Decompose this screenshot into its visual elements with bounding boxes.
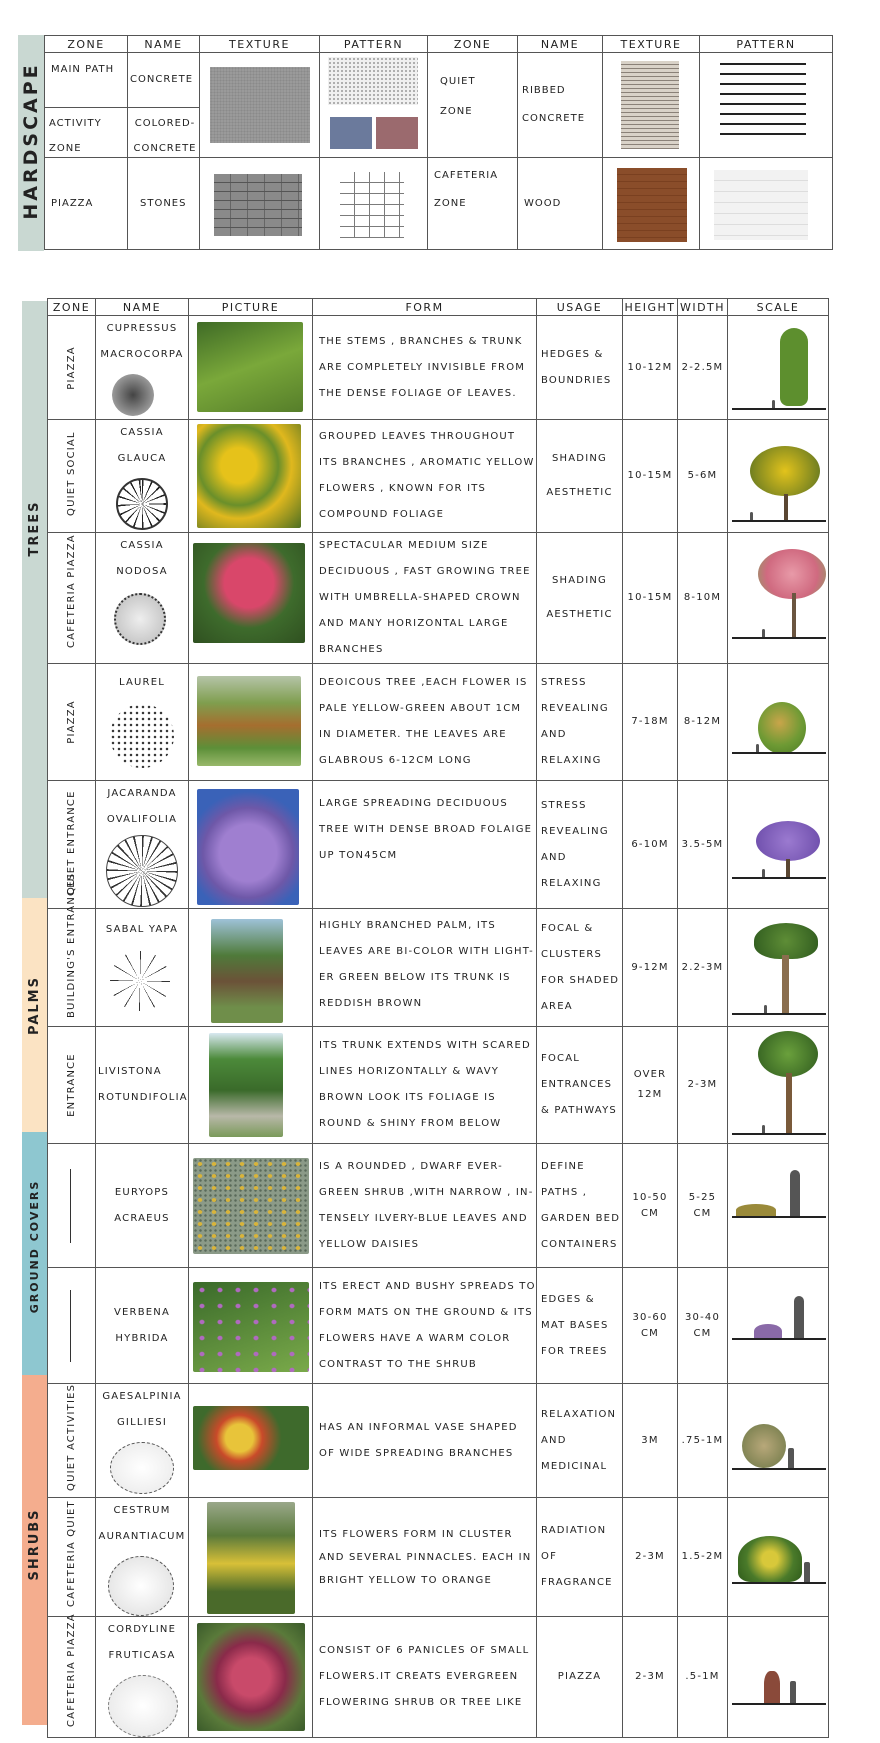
stone-pattern-swatch — [340, 172, 404, 238]
usage-text: STRESS REVEALING AND RELAXING — [537, 664, 623, 781]
category-label-palms: PALMS — [27, 976, 42, 1035]
plant-photo — [197, 789, 299, 905]
human-figure-icon — [790, 1681, 796, 1703]
category-label-ground: GROUND COVERS — [28, 1179, 41, 1314]
plan-symbol-icon — [114, 593, 166, 645]
plant-header-row — [48, 299, 829, 316]
zone2-cell — [428, 158, 518, 250]
ground-line — [732, 1133, 826, 1135]
zone-activity: ACTIVITY ZONE — [49, 118, 102, 154]
scale-cell — [728, 533, 829, 664]
usage-text: EDGES & MAT BASES FOR TREES — [537, 1268, 623, 1384]
form-text: HAS AN INFORMAL VASE SHAPED OF WIDE SPREADING BRANCHES — [313, 1384, 537, 1498]
shrub-silhouette-icon — [738, 1536, 802, 1582]
shrub-silhouette-icon — [742, 1424, 786, 1468]
zone-piazza: PIAZZA — [45, 158, 128, 250]
plant-photo — [197, 676, 301, 766]
plant-name: CASSIA GLAUCA — [117, 427, 167, 464]
plant-name: CASSIA NODOSA — [116, 540, 168, 577]
scale-cell — [728, 781, 829, 909]
name-cell — [96, 533, 189, 664]
colored-concrete-red-swatch — [376, 117, 418, 149]
plant-photo — [211, 919, 283, 1023]
ground-line — [732, 1216, 826, 1218]
usage-text: DEFINE PATHS , GARDEN BED CONTAINERS — [537, 1144, 623, 1268]
ground-line — [732, 408, 826, 410]
width-text: 2.2-3M — [678, 909, 728, 1027]
plant-col-form: FORM — [313, 299, 537, 316]
texture-cell — [200, 158, 320, 250]
name-cell — [96, 781, 189, 909]
zone-cell — [48, 420, 96, 533]
palm-crown-icon — [754, 923, 818, 959]
hardscape-row — [45, 158, 833, 250]
scale-cell — [728, 1498, 829, 1617]
form-text: LARGE SPREADING DECIDUOUS TREE WITH DENSE BROAD FOLAIGE UP TON45CM — [313, 781, 537, 909]
usage-text: SHADING AESTHETIC — [537, 420, 623, 533]
plant-photo — [197, 322, 303, 412]
plant-row — [48, 533, 829, 664]
human-figure-icon — [762, 869, 765, 877]
zone-text: PIAZZA — [65, 345, 77, 390]
zone-text: CAFETERIA PIAZZA — [65, 1613, 77, 1727]
zone-text: QUIET ACTIVITIES — [65, 1383, 77, 1491]
form-text: CONSIST OF 6 PANICLES OF SMALL FLOWERS.IT CREATS EVERGREEN FLOWERING SHRUB OR TREE LIKE — [313, 1617, 537, 1738]
picture-cell — [189, 664, 313, 781]
plant-photo — [197, 1623, 305, 1731]
pattern-cell — [320, 158, 428, 250]
name-cell — [96, 316, 189, 420]
ribbed-texture-swatch — [621, 61, 679, 149]
col-zone-header: ZONE — [45, 36, 128, 53]
picture-cell — [189, 316, 313, 420]
width-text: 5-25 CM — [678, 1144, 728, 1268]
trunk-icon — [792, 593, 796, 637]
tree-silhouette-icon — [780, 328, 808, 406]
ground-line — [732, 877, 826, 879]
category-label-trees: TREES — [27, 500, 42, 557]
form-text: ITS TRUNK EXTENDS WITH SCARED LINES HORIZONTALLY & WAVY BROWN LOOK ITS FOLIAGE IS ROUND & SHINY FROM BELOW — [313, 1027, 537, 1144]
height-text: 30-60 CM — [623, 1268, 678, 1384]
zone-quiet: QUIET ZONE — [440, 76, 476, 117]
scale-cell — [728, 420, 829, 533]
plant-name: LIVISTONA ROTUNDIFOLIA — [96, 1027, 189, 1144]
plant-photo — [197, 424, 301, 528]
plant-col-usage: USAGE — [537, 299, 623, 316]
plant-name: CESTRUM AURANTIACUM — [98, 1505, 186, 1542]
name-cell — [128, 53, 200, 158]
trunk-icon — [786, 859, 790, 877]
category-band-shrubs — [22, 1375, 47, 1725]
scale-cell — [728, 1268, 829, 1384]
plant-col-scale: SCALE — [728, 299, 829, 316]
ground-line — [732, 1582, 826, 1584]
ground-line — [732, 1703, 826, 1705]
human-figure-icon — [804, 1562, 810, 1582]
plant-photo — [207, 1502, 295, 1614]
width-text: .5-1M — [678, 1617, 728, 1738]
zone-cell — [48, 533, 96, 664]
tree-silhouette-icon — [756, 821, 820, 861]
ground-line — [732, 1468, 826, 1470]
scale-cell — [728, 1144, 829, 1268]
ground-line — [732, 520, 826, 522]
shrub-silhouette-icon — [754, 1324, 782, 1338]
zone-dash — [70, 1169, 71, 1243]
zone-cell — [48, 1144, 96, 1268]
plan-symbol-icon — [106, 835, 178, 907]
width-text: 30-40 CM — [678, 1268, 728, 1384]
plan-symbol-icon — [108, 1675, 178, 1737]
colored-concrete-blue-swatch — [330, 117, 372, 149]
human-figure-icon — [762, 629, 765, 637]
zone-text: QUIET ENTRANCE — [65, 789, 77, 895]
zone-cell — [45, 53, 128, 158]
human-figure-icon — [790, 1170, 800, 1216]
texture2-cell — [603, 158, 700, 250]
scale-cell — [728, 664, 829, 781]
plant-name: CORDYLINE FRUTICASA — [107, 1624, 177, 1661]
name-cell — [96, 664, 189, 781]
width-text: 2-3M — [678, 1027, 728, 1144]
trunk-icon — [784, 494, 788, 520]
plant-col-name: NAME — [96, 299, 189, 316]
usage-text: SHADING AESTHETIC — [537, 533, 623, 664]
plant-row — [48, 909, 829, 1027]
plant-name: SABAL YAPA — [105, 924, 179, 935]
ground-line — [732, 1013, 826, 1015]
height-text: 9-12M — [623, 909, 678, 1027]
width-text: 8-10M — [678, 533, 728, 664]
zone-cell — [48, 1498, 96, 1617]
width-text: 1.5-2M — [678, 1498, 728, 1617]
tree-silhouette-icon — [758, 549, 826, 599]
usage-text: RELAXATION AND MEDICINAL — [537, 1384, 623, 1498]
tree-silhouette-icon — [758, 702, 806, 754]
zone-text: BUILDING'S ENTRANCES — [65, 872, 77, 1018]
usage-text: RADIATION OF FRAGRANCE — [537, 1498, 623, 1617]
height-text: 6-10M — [623, 781, 678, 909]
name-wood: WOOD — [518, 158, 603, 250]
plant-name: EURYOPS ACRAEUS — [96, 1144, 189, 1268]
picture-cell — [189, 420, 313, 533]
human-figure-icon — [772, 400, 775, 408]
hardscape-row — [45, 53, 833, 158]
plant-row — [48, 316, 829, 420]
name-concrete: CONCRETE — [130, 74, 194, 85]
scale-cell — [728, 1027, 829, 1144]
pattern-cell — [320, 53, 428, 158]
form-text: SPECTACULAR MEDIUM SIZE DECIDUOUS , FAST GROWING TREE WITH UMBRELLA-SHAPED CROWN AND MANY HORIZONTAL LARGE BRANCHES — [313, 533, 537, 664]
scale-cell — [728, 909, 829, 1027]
hardscape-label: HARDSCAPE — [20, 62, 42, 220]
ribbed-pattern-swatch — [720, 63, 806, 143]
tree-silhouette-icon — [750, 446, 820, 496]
usage-text: PIAZZA — [537, 1617, 623, 1738]
plan-symbol-icon — [110, 1442, 174, 1494]
zone-cell — [48, 1027, 96, 1144]
human-figure-icon — [764, 1005, 767, 1013]
zone-text: PIAZZA — [65, 700, 77, 744]
name-ribbed-concrete: RIBBED CONCRETE — [522, 85, 586, 124]
picture-cell — [189, 781, 313, 909]
height-text: OVER 12M — [623, 1027, 678, 1144]
ground-line — [732, 1338, 826, 1340]
category-band-palms — [22, 898, 47, 1132]
trunk-icon — [786, 1073, 792, 1133]
height-text: 3M — [623, 1384, 678, 1498]
zone-text: ENTRANCE — [65, 1053, 77, 1117]
form-text: DEOICOUS TREE ,EACH FLOWER IS PALE YELLOW-GREEN ABOUT 1CM IN DIAMETER. THE LEAVES ARE GLABROUS 6-12CM LONG — [313, 664, 537, 781]
plan-symbol-icon — [108, 1556, 174, 1616]
height-text: 10-15M — [623, 533, 678, 664]
picture-cell — [189, 1384, 313, 1498]
form-text: ITS FLOWERS FORM IN CLUSTER AND SEVERAL PINNACLES. EACH IN BRIGHT YELLOW TO ORANGE — [313, 1498, 537, 1617]
zone-text: CAFETERIA PIAZZA — [65, 534, 77, 648]
plant-name: GAESALPINIA GILLIESI — [102, 1391, 182, 1428]
zone-cell — [48, 664, 96, 781]
picture-cell — [189, 1617, 313, 1738]
name-cell — [96, 1384, 189, 1498]
height-text: 10-15M — [623, 420, 678, 533]
zone-text: CAFETERIA QUIET — [65, 1500, 77, 1607]
shrub-silhouette-icon — [736, 1204, 776, 1216]
plant-col-width: WIDTH — [678, 299, 728, 316]
human-figure-icon — [756, 744, 759, 752]
plant-photo — [209, 1033, 283, 1137]
zone-cell — [48, 316, 96, 420]
zone-cell — [48, 1268, 96, 1384]
height-text: 2-3M — [623, 1617, 678, 1738]
picture-cell — [189, 533, 313, 664]
plant-photo — [193, 543, 305, 643]
trunk-icon — [782, 955, 789, 1013]
col-name2-header: NAME — [518, 36, 603, 53]
wood-texture-swatch — [617, 168, 687, 242]
plant-photo — [193, 1406, 309, 1470]
human-figure-icon — [750, 512, 753, 520]
plan-symbol-icon — [110, 704, 174, 768]
picture-cell — [189, 1268, 313, 1384]
category-band-ground — [22, 1132, 47, 1375]
col-pattern-header: PATTERN — [320, 36, 428, 53]
pattern2-cell — [700, 53, 833, 158]
human-figure-icon — [762, 1125, 765, 1133]
texture2-cell — [603, 53, 700, 158]
plant-row — [48, 1384, 829, 1498]
width-text: 8-12M — [678, 664, 728, 781]
picture-cell — [189, 909, 313, 1027]
category-label-shrubs: SHRUBS — [27, 1508, 42, 1581]
plan-symbol-icon — [116, 478, 168, 530]
ground-line — [732, 637, 826, 639]
picture-cell — [189, 1027, 313, 1144]
name-cell — [96, 1498, 189, 1617]
zone-cell — [48, 872, 96, 1027]
picture-cell — [189, 1144, 313, 1268]
hardscape-header-row — [45, 36, 833, 53]
concrete-pattern-swatch — [328, 57, 418, 105]
height-text: 10-50 CM — [623, 1144, 678, 1268]
usage-text: FOCAL & CLUSTERS FOR SHADED AREA — [537, 909, 623, 1027]
height-text: 7-18M — [623, 664, 678, 781]
stone-texture-swatch — [214, 174, 302, 236]
palm-crown-icon — [758, 1031, 818, 1077]
plant-row — [48, 1268, 829, 1384]
name-cell — [96, 420, 189, 533]
width-text: .75-1M — [678, 1384, 728, 1498]
width-text: 3.5-5M — [678, 781, 728, 909]
pattern2-cell — [700, 158, 833, 250]
plant-name: LAUREL — [119, 677, 165, 688]
usage-text: STRESS REVEALING AND RELAXING — [537, 781, 623, 909]
plant-row — [48, 1027, 829, 1144]
human-figure-icon — [788, 1448, 794, 1468]
human-figure-icon — [794, 1296, 804, 1338]
zone-dash — [70, 1290, 71, 1362]
zone-cell — [48, 1613, 96, 1738]
texture-cell — [200, 53, 320, 158]
form-text: ITS ERECT AND BUSHY SPREADS TO FORM MATS ON THE GROUND & ITS FLOWERS HAVE A WARM COLOR CONTRAST TO THE SHRUB — [313, 1268, 537, 1384]
plant-row — [48, 1617, 829, 1738]
name-cell — [96, 909, 189, 1027]
width-text: 5-6M — [678, 420, 728, 533]
plant-col-zone: ZONE — [48, 299, 96, 316]
name-cell — [96, 1617, 189, 1738]
plan-symbol-icon — [112, 374, 154, 416]
plant-row — [48, 781, 829, 909]
zone-text: QUIET SOCIAL — [65, 431, 77, 516]
scale-cell — [728, 1617, 829, 1738]
ground-line — [732, 752, 826, 754]
plant-col-picture: PICTURE — [189, 299, 313, 316]
plant-name: JACARANDA OVALIFOLIA — [106, 788, 178, 825]
height-text: 10-12M — [623, 316, 678, 420]
width-text: 2-2.5M — [678, 316, 728, 420]
form-text: IS A ROUNDED , DWARF EVER-GREEN SHRUB ,WITH NARROW , IN-TENSELY ILVERY-BLUE LEAVES AND YELLOW DAISIES — [313, 1144, 537, 1268]
plan-symbol-icon — [110, 951, 170, 1011]
col-texture-header: TEXTURE — [200, 36, 320, 53]
hardscape-table — [44, 35, 833, 250]
plant-row — [48, 1144, 829, 1268]
usage-text: FOCAL ENTRANCES & PATHWAYS — [537, 1027, 623, 1144]
zone2-cell — [428, 53, 518, 158]
plant-row — [48, 1498, 829, 1617]
col-pattern2-header: PATTERN — [700, 36, 833, 53]
scale-cell — [728, 1384, 829, 1498]
col-texture2-header: TEXTURE — [603, 36, 700, 53]
wood-pattern-swatch — [714, 170, 808, 240]
plant-table — [47, 298, 829, 1738]
shrub-silhouette-icon — [764, 1671, 780, 1703]
form-text: GROUPED LEAVES THROUGHOUT ITS BRANCHES , AROMATIC YELLOW FLOWERS , KNOWN FOR ITS COMPOUND FOLIAGE — [313, 420, 537, 533]
usage-text: HEDGES & BOUNDRIES — [537, 316, 623, 420]
name2-cell — [518, 53, 603, 158]
plant-row — [48, 664, 829, 781]
form-text: HIGHLY BRANCHED PALM, ITS LEAVES ARE BI-COLOR WITH LIGHT-ER GREEN BELOW ITS TRUNK IS REDDISH BROWN — [313, 909, 537, 1027]
form-text: THE STEMS , BRANCHES & TRUNK ARE COMPLETELY INVISIBLE FROM THE DENSE FOLIAGE OF LEAVES. — [313, 316, 537, 420]
plant-photo — [193, 1158, 309, 1254]
plant-photo — [193, 1282, 309, 1372]
col-name-header: NAME — [128, 36, 200, 53]
concrete-texture-swatch — [210, 67, 310, 143]
col-zone2-header: ZONE — [428, 36, 518, 53]
picture-cell — [189, 1498, 313, 1617]
name-stones: STONES — [128, 158, 200, 250]
plant-name: CUPRESSUS MACROCORPA — [100, 323, 184, 360]
name-colored-concrete: COLORED-CONCRETE — [133, 118, 197, 154]
plant-name: VERBENA HYBRIDA — [96, 1268, 189, 1384]
plant-col-height: HEIGHT — [623, 299, 678, 316]
category-band-trees — [22, 301, 47, 898]
plant-row — [48, 420, 829, 533]
zone-cafeteria: CAFETERIA ZONE — [434, 170, 499, 209]
height-text: 2-3M — [623, 1498, 678, 1617]
hardscape-band — [18, 35, 44, 251]
zone-cell — [48, 1384, 96, 1498]
scale-cell — [728, 316, 829, 420]
zone-main-path: MAIN PATH — [51, 64, 115, 75]
